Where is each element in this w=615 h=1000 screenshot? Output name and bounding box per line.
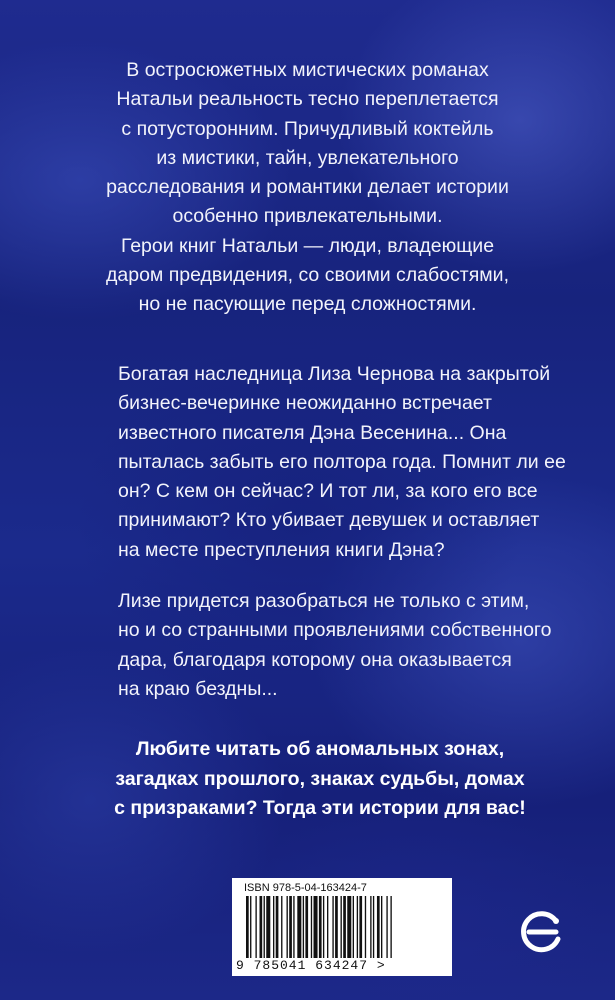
- barcode-stripe: [327, 896, 328, 958]
- intro-line: из мистики, тайн, увлекательного: [156, 146, 459, 169]
- tagline-line: с призраками? Тогда эти истории для вас!: [114, 797, 526, 819]
- plot-continuation-paragraph: [118, 587, 552, 704]
- plot-paragraph: [118, 360, 566, 565]
- barcode-stripe: [386, 896, 387, 958]
- tagline: [60, 735, 580, 824]
- continuation-line: дара, благодаря которому она оказывается: [118, 648, 512, 671]
- barcode-stripe: [305, 896, 308, 958]
- barcode-stripe: [293, 896, 294, 958]
- intro-line: Натальи реальность тесно переплетается: [116, 88, 499, 111]
- barcode-bars: [246, 896, 438, 958]
- barcode-stripe: [381, 896, 382, 958]
- barcode-stripe: [314, 896, 318, 958]
- tagline-line: загадках прошлого, знаках судьбы, домах: [115, 767, 525, 790]
- intro-line: Герои книг Натальи — люди, владеющие: [120, 234, 495, 257]
- barcode-stripe: [357, 896, 358, 958]
- isbn-barcode: [232, 878, 452, 976]
- barcode-stripe: [335, 896, 338, 958]
- barcode-stripe: [373, 896, 374, 958]
- barcode-stripe: [323, 896, 324, 958]
- barcode-stripe: [266, 896, 270, 958]
- continuation-line: но и со странными проявлениями собственного: [118, 619, 552, 642]
- barcode-stripe: [365, 896, 366, 958]
- plot-line: на месте преступления книги Дэна?: [118, 538, 445, 561]
- barcode-stripe: [341, 896, 342, 958]
- plot-line: известного писателя Дэна Весенина... Она: [118, 421, 507, 444]
- barcode-stripe: [246, 896, 249, 958]
- plot-line: бизнес-вечеринке неожиданно встречает: [118, 392, 492, 415]
- barcode-stripe: [370, 896, 371, 958]
- intro-line: расследования и романтики делает истории: [106, 176, 509, 199]
- barcode-stripe: [281, 896, 282, 958]
- barcode-digits: 9 785041 634247 >: [236, 958, 386, 973]
- barcode-stripe: [264, 896, 265, 958]
- barcode-stripe: [260, 896, 263, 958]
- barcode-stripe: [276, 896, 279, 958]
- plot-line: пыталась забыть его полтора года. Помнит ли ее: [118, 450, 566, 473]
- barcode-stripe: [332, 896, 333, 958]
- intro-paragraph: [60, 56, 555, 320]
- barcode-stripe: [343, 896, 346, 958]
- isbn-label: ISBN 978-5-04-163424-7: [244, 882, 367, 894]
- plot-line: принимают? Кто убивает девушек и оставляет: [118, 509, 540, 532]
- barcode-stripe: [377, 896, 380, 958]
- barcode-stripe: [289, 896, 292, 958]
- plot-line: он? С кем он сейчас? И тот ли, за кого его все: [118, 480, 538, 503]
- barcode-stripe: [255, 896, 256, 958]
- barcode-stripe: [353, 896, 354, 958]
- intro-line: но не пасующие перед сложностями.: [138, 293, 477, 316]
- intro-line: даром предвидения, со своими слабостями,: [106, 264, 509, 287]
- barcode-stripe: [390, 896, 391, 958]
- barcode-stripe: [250, 896, 251, 958]
- barcode-stripe: [297, 896, 301, 958]
- barcode-stripe: [347, 896, 351, 958]
- barcode-stripe: [311, 896, 312, 958]
- intro-line: В остросюжетных мистических романах: [126, 59, 489, 81]
- tagline-line: Любите читать об аномальных зонах,: [135, 738, 505, 760]
- plot-line: Богатая наследница Лиза Чернова на закрытой: [118, 363, 551, 385]
- continuation-line: на краю бездны...: [118, 677, 278, 700]
- barcode-stripe: [359, 896, 362, 958]
- barcode-stripe: [287, 896, 288, 958]
- intro-line: особенно привлекательными.: [172, 205, 443, 228]
- eksmo-logo-icon: [516, 905, 568, 957]
- intro-line: с потусторонним. Причудливый коктейль: [121, 117, 494, 140]
- barcode-stripe: [319, 896, 322, 958]
- barcode-stripe: [273, 896, 274, 958]
- continuation-line: Лизе придется разобраться не только с этим,: [118, 590, 530, 612]
- barcode-stripe: [303, 896, 304, 958]
